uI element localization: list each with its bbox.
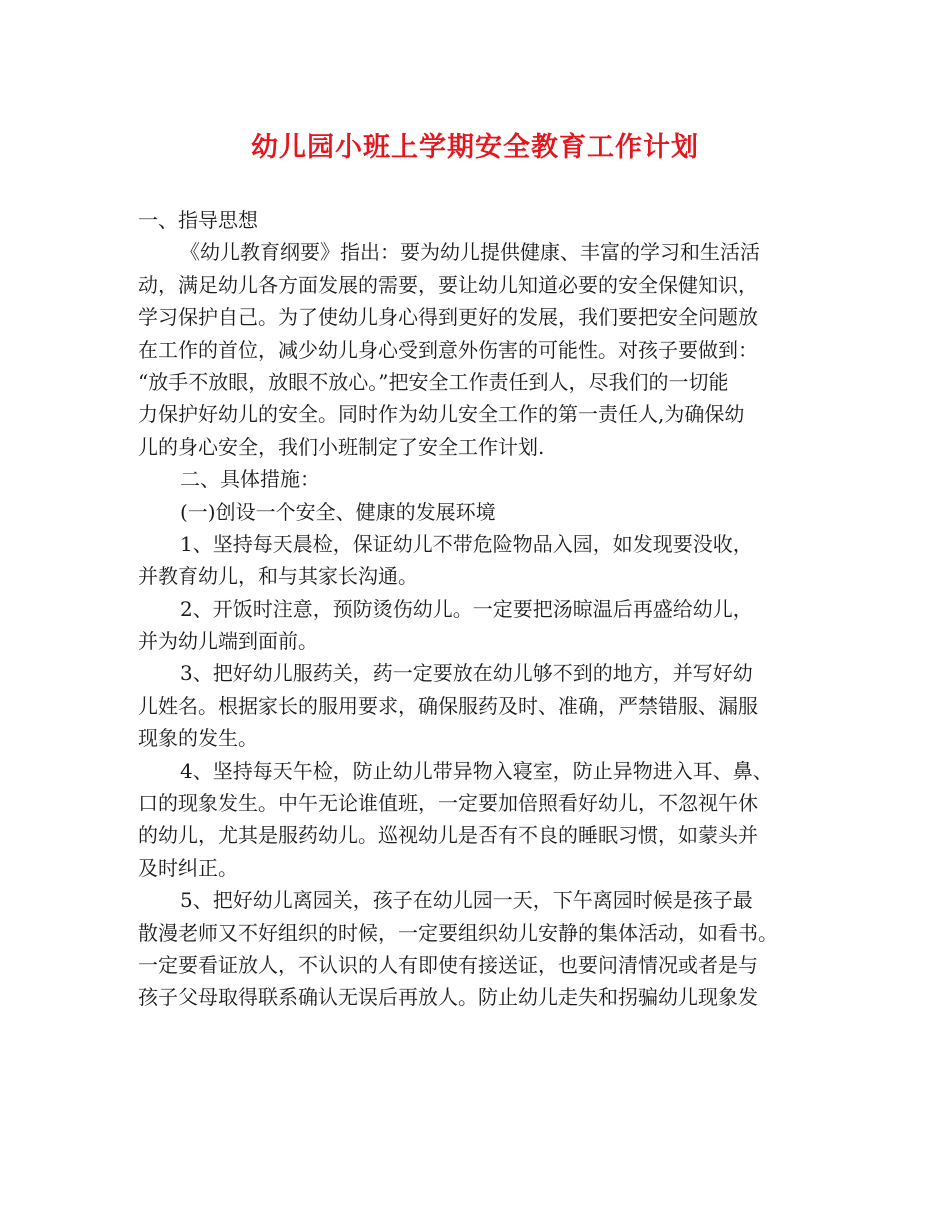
body-line: 在工作的首位，减少幼儿身心受到意外伤害的可能性。对孩子要做到： bbox=[138, 337, 758, 362]
body-line: 现象的发生。 bbox=[138, 726, 258, 751]
body-line: 口的现象发生。中午无论谁值班，一定要加倍照看好幼儿，不忽视午休 bbox=[138, 791, 758, 816]
body-line: 5、把好幼儿离园关，孩子在幼儿园一天，下午离园时候是孩子最 bbox=[180, 888, 753, 913]
body-line: 一、指导思想 bbox=[138, 208, 258, 232]
body-line: (一)创设一个安全、健康的发展环境 bbox=[180, 499, 496, 524]
body-line: 并教育幼儿，和与其家长沟通。 bbox=[138, 564, 418, 589]
body-line: 二、具体措施： bbox=[180, 467, 320, 492]
body-line: 动，满足幼儿各方面发展的需要，要让幼儿知道必要的安全保健知识， bbox=[138, 272, 758, 297]
body-line: 4、坚持每天午检，防止幼儿带异物入寝室，防止异物进入耳、鼻、 bbox=[180, 758, 773, 783]
document-body bbox=[138, 204, 828, 1014]
body-line: 学习保护自己。为了使幼儿身心得到更好的发展，我们要把安全问题放 bbox=[138, 305, 758, 330]
document-title: 幼儿园小班上学期安全教育工作计划 bbox=[251, 132, 699, 163]
body-line: 儿的身心安全，我们小班制定了安全工作计划. bbox=[138, 434, 545, 459]
body-line: 孩子父母取得联系确认无误后再放人。防止幼儿走失和拐骗幼儿现象发 bbox=[138, 985, 758, 1010]
body-line: “放手不放眼，放眼不放心。”把安全工作责任到人，尽我们的一切能 bbox=[138, 369, 729, 394]
body-line: 及时纠正。 bbox=[138, 855, 238, 880]
body-line: 的幼儿，尤其是服药幼儿。巡视幼儿是否有不良的睡眠习惯，如蒙头并 bbox=[138, 823, 758, 848]
body-line: 一定要看证放人，不认识的人有即使有接送证，也要问清情况或者是与 bbox=[138, 952, 758, 977]
body-line: 2、开饭时注意，预防烫伤幼儿。一定要把汤晾温后再盛给幼儿， bbox=[180, 596, 753, 621]
body-line: 力保护好幼儿的安全。同时作为幼儿安全工作的第一责任人,为确保幼 bbox=[138, 402, 745, 427]
body-line: 《幼儿教育纲要》指出：要为幼儿提供健康、丰富的学习和生活活 bbox=[180, 240, 760, 265]
body-line: 儿姓名。根据家长的服用要求，确保服药及时、准确，严禁错服、漏服 bbox=[138, 693, 758, 718]
body-line: 1、坚持每天晨检，保证幼儿不带危险物品入园，如发现要没收， bbox=[180, 531, 753, 556]
body-line: 散漫老师又不好组织的时候，一定要组织幼儿安静的集体活动，如看书。 bbox=[138, 920, 778, 945]
body-line: 并为幼儿端到面前。 bbox=[138, 629, 318, 654]
body-line: 3、把好幼儿服药关，药一定要放在幼儿够不到的地方，并写好幼 bbox=[180, 661, 753, 686]
